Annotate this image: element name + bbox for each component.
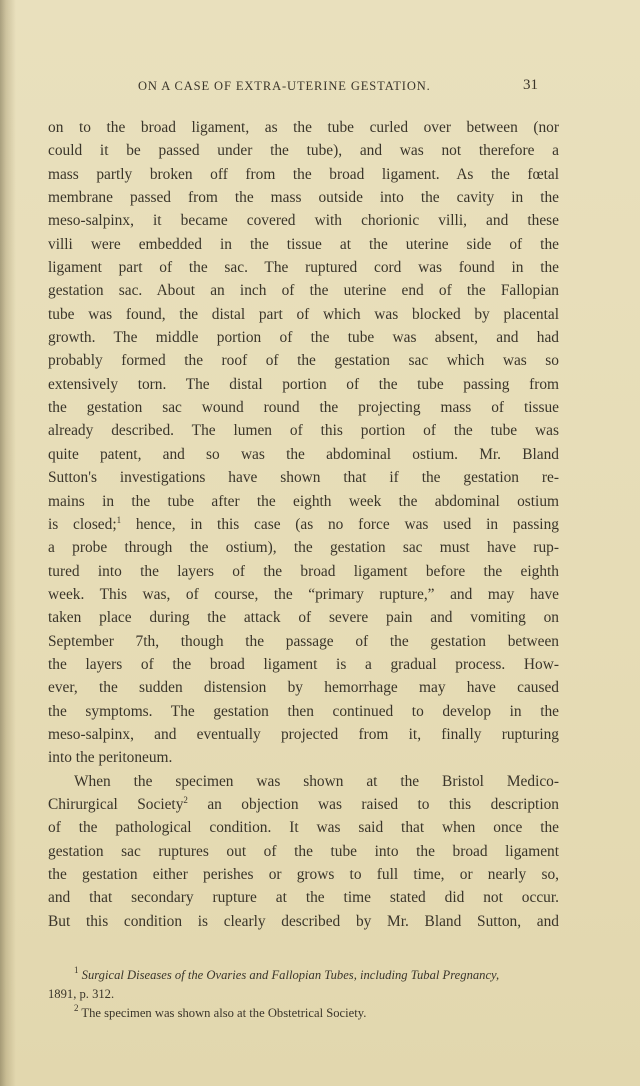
text-fragment: Chirurgical Society	[48, 795, 184, 813]
text-line: on to the broad ligament, as the tube curled over between (nor	[48, 119, 559, 136]
text-fragment: is closed;	[48, 515, 117, 533]
text-line: week. This was, of course, the “primary rupture,” and may have	[48, 585, 559, 603]
text-line: But this condition is clearly described by Mr. Bland Sutton, and	[48, 912, 559, 930]
footnotes	[48, 966, 559, 1023]
text-line: mass partly broken off from the broad ligament. As the fœtal	[48, 165, 559, 183]
text-line: mains in the tube after the eighth week the abdominal ostium	[48, 492, 559, 510]
footnote-1	[48, 966, 559, 985]
footnote-2-mark: 2	[74, 1003, 79, 1013]
text-line: the gestation either perishes or grows to full time, or nearly so,	[48, 866, 559, 883]
text-line: probably formed the roof of the gestation sac which was so	[48, 352, 559, 370]
text-line: and that secondary rupture at the time stated did not occur.	[48, 889, 559, 907]
running-title: ON A CASE OF EXTRA-UTERINE GESTATION.	[138, 79, 431, 93]
text-line: When the specimen was shown at the Bristol Medico-	[74, 772, 559, 790]
footnote-2	[48, 1004, 559, 1023]
page-number: 31	[523, 77, 538, 93]
text-line: quite patent, and so was the abdominal ostium. Mr. Bland	[48, 445, 559, 463]
text-line: could it be passed under the tube), and was not therefore a	[48, 142, 559, 160]
footnote-2-text: The specimen was shown also at the Obstetrical Society.	[81, 1006, 367, 1020]
text-line: of the pathological condition. It was said that when once the	[48, 819, 559, 837]
text-line: meso-salpinx, and eventually projected from it, finally rupturing	[48, 725, 559, 743]
text-line: a probe through the ostium), the gestation sac must have rup-	[48, 539, 559, 557]
text-line: gestation sac. About an inch of the uterine end of the Fallopian	[48, 282, 559, 300]
text-line: extensively torn. The distal portion of the tube passing from	[48, 375, 559, 393]
text-line: already described. The lumen of this portion of the tube was	[48, 422, 559, 440]
footnote-1-continuation: 1891, p. 312.	[48, 987, 115, 1001]
text-line: the layers of the broad ligament is a gradual process. How-	[48, 655, 559, 673]
text-line: membrane passed from the mass outside into the cavity in the	[48, 189, 559, 207]
text-line: meso-salpinx, it became covered with chorionic villi, and these	[48, 212, 559, 230]
footnote-1-mark: 1	[74, 965, 79, 975]
text-line: Sutton's investigations have shown that if the gestation re-	[48, 469, 559, 487]
footnote-1-title: Surgical Diseases of the Ovaries and Fallopian Tubes, including Tubal Pregnancy,	[81, 968, 500, 982]
text-line: the gestation sac wound round the projecting mass of tissue	[48, 399, 559, 417]
footnote-ref-2: 2	[183, 794, 188, 805]
text-line: ever, the sudden distension by hemorrhage may have caused	[48, 679, 559, 697]
text-line: villi were embedded in the tissue at the uterine side of the	[48, 235, 559, 253]
text-line-with-footnote	[48, 513, 559, 536]
text-fragment: an objection was raised to this description	[207, 795, 559, 813]
text-fragment: hence, in this case (as no force was used in passing	[135, 515, 559, 533]
text-line: tube was found, the distal part of which was blocked by placental	[48, 305, 559, 323]
text-line-with-footnote	[48, 793, 559, 816]
text-line: ligament part of the sac. The ruptured cord was found in the	[48, 259, 559, 277]
footnote-ref-1: 1	[116, 514, 122, 525]
text-line: taken place during the attack of severe pain and vomiting on	[48, 609, 559, 627]
text-line: into the peritoneum.	[48, 749, 173, 767]
text-line: the symptoms. The gestation then continued to develop in the	[48, 702, 559, 720]
body-text	[48, 116, 559, 933]
text-line: gestation sac ruptures out of the tube into the broad ligament	[48, 842, 559, 860]
text-line: tured into the layers of the broad ligament before the eighth	[48, 562, 559, 580]
text-line: growth. The middle portion of the tube was absent, and had	[48, 329, 559, 347]
text-line: September 7th, though the passage of the gestation between	[48, 632, 559, 650]
page-header	[0, 79, 640, 99]
